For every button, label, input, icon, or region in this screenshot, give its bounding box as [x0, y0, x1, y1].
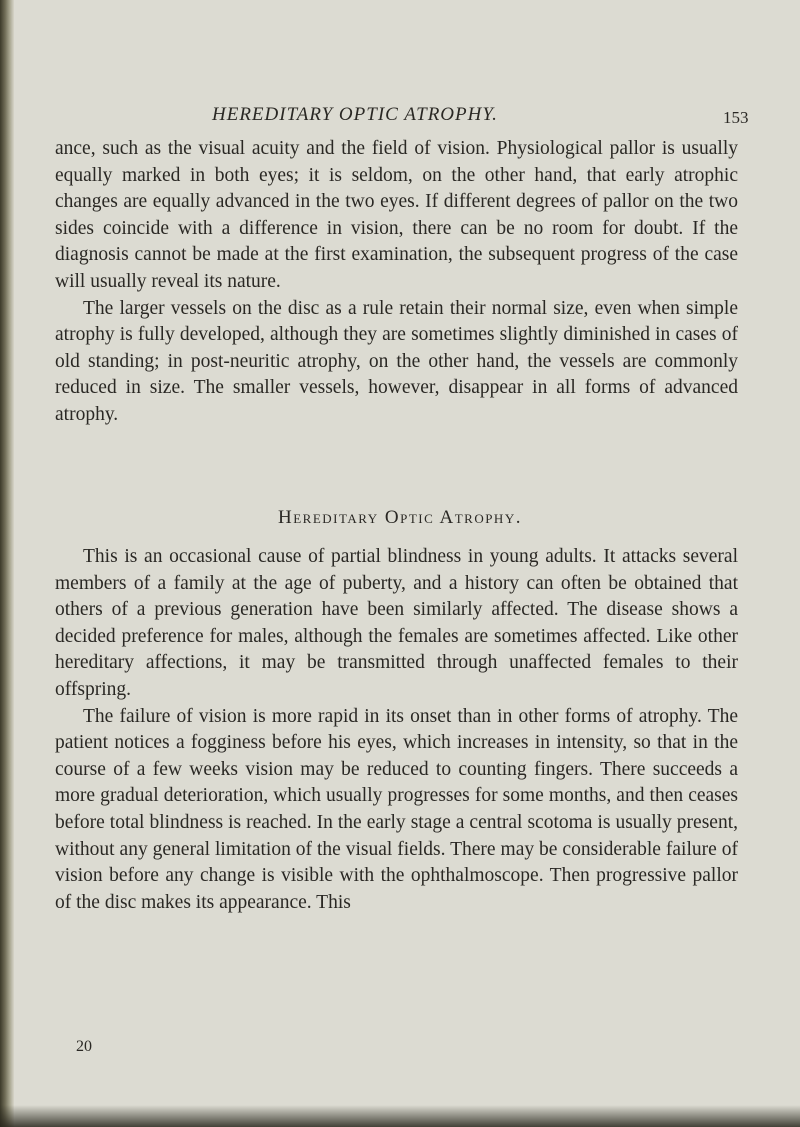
signature-mark: 20: [76, 1038, 92, 1055]
paragraph: ance, such as the visual acuity and the field of vision. Physiological pallor is usually equally marked in both eyes; it is seldom, on the other hand, that early atrophic changes are equally advanced in the two eyes. If different degrees of pallor on the two sides coincide with a difference in vision, there can be no room for doubt. If the diagnosis cannot be made at the first examination, the subsequent progress of the case will usually reveal its nature.: [55, 138, 738, 292]
page-bottom-shadow: [0, 1105, 800, 1127]
paragraph: The failure of vision is more rapid in its onset than in other forms of atrophy. The patient notices a fogginess before his eyes, which increases in intensity, so that in the course of a few weeks vision may be reduced to counting fingers. There succeeds a more gradual deterioration, which usually progresses for some months, and then ceases before total blindness is reached. In the early stage a central scotoma is usually present, without any general limitation of the visual fields. There may be considerable failure of vision before any change is visible with the ophthalmoscope. Then progressive pallor of the disc makes its appearance. This: [55, 705, 738, 913]
section-heading: Hereditary Optic Atrophy.: [278, 507, 522, 528]
page-number: 153: [723, 108, 749, 127]
continuation-text: [55, 136, 738, 429]
page-binding-edge: [0, 0, 14, 1127]
paragraph: The larger vessels on the disc as a rule retain their normal size, even when simple atrophy is fully developed, although they are sometimes slightly diminished in cases of old standing; in post-neuritic atrophy, on the other hand, the vessels are commonly reduced in size. The smaller vessels, however, disappear in all forms of advanced atrophy.: [55, 297, 738, 425]
running-head: HEREDITARY OPTIC ATROPHY.: [212, 104, 498, 125]
section-text: [55, 544, 738, 916]
paragraph: This is an occasional cause of partial blindness in young adults. It attacks several members of a family at the age of puberty, and a history can often be obtained that others of a previous generation have been similarly affected. The disease shows a decided preference for males, although the females are sometimes affected. Like other hereditary affections, it may be transmitted through unaffected females to their offspring.: [55, 546, 738, 700]
